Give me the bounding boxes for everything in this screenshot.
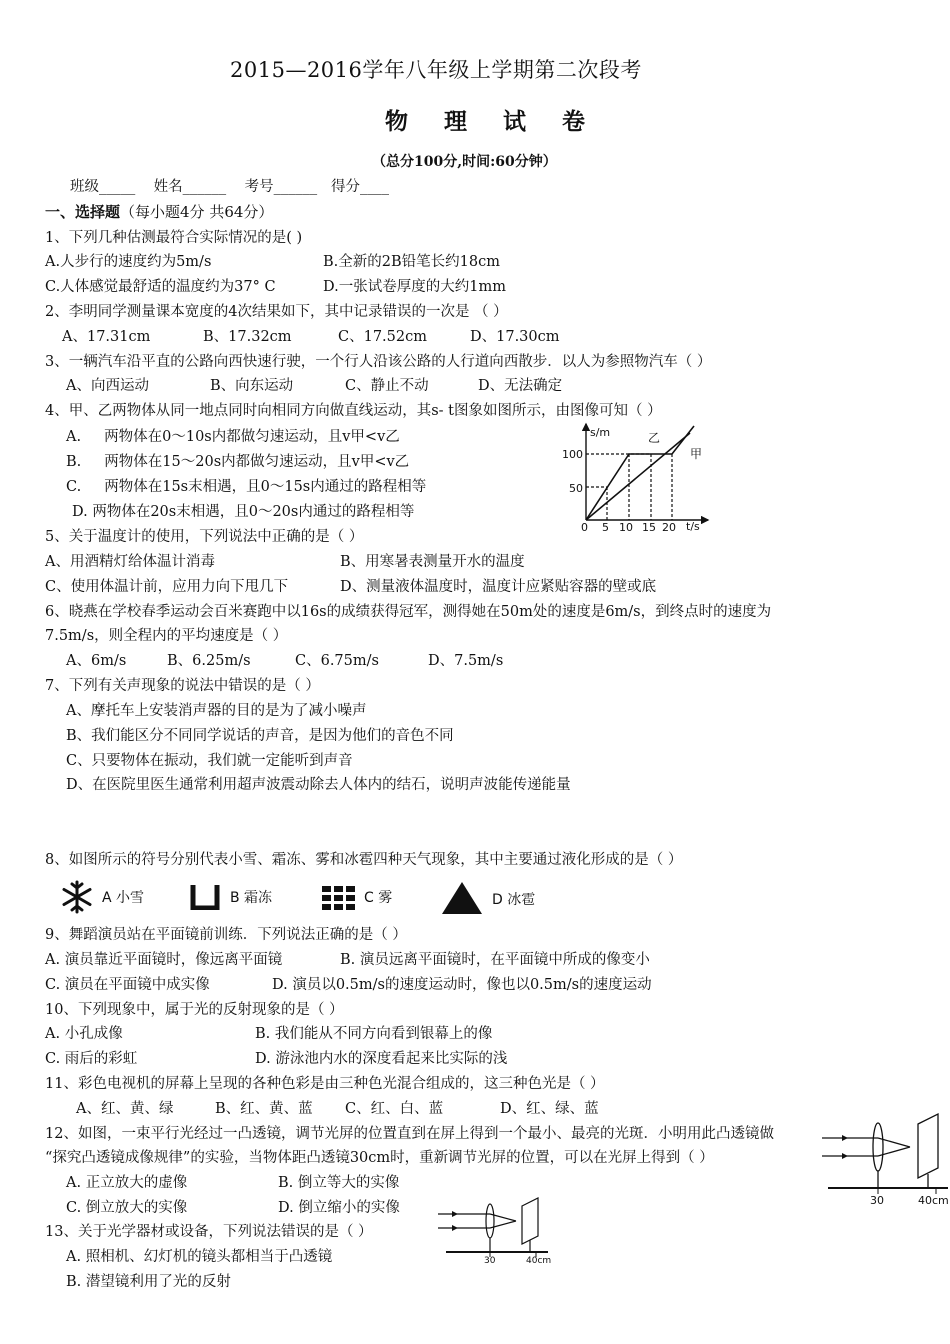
q12-option-d: D. 倒立缩小的实像 xyxy=(278,1200,400,1216)
q2-option-b: B、17.32cm xyxy=(203,329,292,345)
q7-option-b: B、我们能区分不同同学说话的声音，是因为他们的音色不同 xyxy=(66,728,454,744)
q6-option-b: B、6.25m/s xyxy=(167,653,251,669)
q2-option-d: D、17.30cm xyxy=(470,329,560,345)
label-jia: 甲 xyxy=(690,447,703,461)
q13-option-a: A. 照相机、幻灯机的镜头都相当于凸透镜 xyxy=(66,1249,333,1265)
x-axis-label: t/s xyxy=(686,520,700,533)
symbol-label-c: C 雾 xyxy=(364,890,393,906)
q6-option-c: C、6.75m/s xyxy=(295,653,379,669)
q12-option-c: C. 倒立放大的实像 xyxy=(66,1200,188,1216)
q3-option-a: A、向西运动 xyxy=(66,378,149,394)
q12-stem-2: “探究凸透镜成像规律”的实验，当物体距凸透镜30cm时，重新调节光屏的位置，可以在光屏上得到（ ） xyxy=(45,1150,714,1166)
q10-option-b: B. 我们能从不同方向看到银幕上的像 xyxy=(255,1026,493,1042)
student-fields: 班级_____ 姓名______ 考号______ 得分____ xyxy=(70,179,389,195)
q1-option-d: D.一张试卷厚度的大约1mm xyxy=(323,279,506,295)
q13-lens-figure xyxy=(428,1196,558,1264)
fog-icon xyxy=(322,886,356,910)
q9-option-d: D. 演员以0.5m/s的速度运动时，像也以0.5m/s的速度运动 xyxy=(272,977,652,993)
tick-x0: 0 xyxy=(581,521,588,534)
q2-option-a: A、17.31cm xyxy=(62,329,151,345)
q13-option-b: B. 潜望镜利用了光的反射 xyxy=(66,1274,231,1290)
label-yi: 乙 xyxy=(648,431,661,445)
q6-stem-2: 7.5m/s，则全程内的平均速度是（ ） xyxy=(45,628,288,644)
q11-option-c: C、红、白、蓝 xyxy=(345,1101,444,1117)
q4-option-a: A. 两物体在0～10s内都做匀速运动，且v甲<v乙 xyxy=(66,429,400,445)
tick-x10: 10 xyxy=(619,521,633,534)
q1-stem: 1、下列几种估测最符合实际情况的是( ) xyxy=(45,230,303,246)
q13-fig-label-30: 30 xyxy=(484,1256,496,1264)
q5-option-b: B、用寒暑表测量开水的温度 xyxy=(340,554,525,570)
q6-stem: 6、晓燕在学校春季运动会百米赛跑中以16s的成绩获得冠军，测得她在50m处的速度是6m/s，到终点时的速度为 xyxy=(45,604,772,620)
section-note: （每小题4分 共64分） xyxy=(120,203,274,221)
q1-option-b: B.全新的2B铅笔长约18cm xyxy=(323,254,500,270)
q8-stem: 8、如图所示的符号分别代表小雪、霜冻、雾和冰雹四种天气现象，其中主要通过液化形成的是（ ） xyxy=(45,852,683,868)
q4-stem: 4、甲、乙两物体从同一地点同时向相同方向做直线运动，其s- t图象如图所示，由图像可知（ ） xyxy=(45,403,662,419)
q9-option-b: B. 演员远离平面镜时，在平面镜中所成的像变小 xyxy=(340,952,650,968)
q13-fig-label-40: 40cm xyxy=(526,1256,552,1264)
q5-option-d: D、测量液体温度时，温度计应紧贴容器的壁或底 xyxy=(340,579,657,595)
hail-icon xyxy=(442,882,482,914)
symbol-label-d: D 冰雹 xyxy=(492,892,536,908)
snowflake-icon xyxy=(60,880,94,914)
section-title xyxy=(45,202,273,222)
q1-option-c: C.人体感觉最舒适的温度约为37° C xyxy=(45,279,276,295)
q11-stem: 11、彩色电视机的屏幕上呈现的各种色彩是由三种色光混合组成的，这三种色光是（ ） xyxy=(45,1076,605,1092)
q12-stem: 12、如图，一束平行光经过一凸透镜，调节光屏的位置直到在屏上得到一个最小、最亮的光斑．小明用此凸透镜做 xyxy=(45,1126,774,1142)
q9-stem: 9、舞蹈演员站在平面镜前训练．下列说法正确的是（ ） xyxy=(45,927,407,943)
frost-icon xyxy=(190,884,220,910)
tick-y50: 50 xyxy=(569,482,583,495)
q7-option-a: A、摩托车上安装消声器的目的是为了减小噪声 xyxy=(66,703,367,719)
q5-option-a: A、用酒精灯给体温计消毒 xyxy=(45,554,215,570)
q3-option-d: D、无法确定 xyxy=(478,378,563,394)
q5-option-c: C、使用体温计前，应用力向下甩几下 xyxy=(45,579,289,595)
q10-stem: 10、下列现象中，属于光的反射现象的是（ ） xyxy=(45,1002,344,1018)
q4-option-c: C. 两物体在15s末相遇，且0～15s内通过的路程相等 xyxy=(66,479,427,495)
q12-option-a: A. 正立放大的虚像 xyxy=(66,1175,188,1191)
q3-option-c: C、静止不动 xyxy=(345,378,429,394)
q7-option-c: C、只要物体在振动，我们就一定能听到声音 xyxy=(66,753,353,769)
exam-info: （总分100分,时间:60分钟） xyxy=(372,154,557,170)
q9-option-a: A. 演员靠近平面镜时，像远离平面镜 xyxy=(45,952,283,968)
q4-option-d: D. 两物体在20s末相遇，且0～20s内通过的路程相等 xyxy=(72,504,415,520)
q3-stem: 3、一辆汽车沿平直的公路向西快速行驶，一个行人沿该公路的人行道向西散步．以人为参照物汽车（ ） xyxy=(45,354,712,370)
y-axis-label: s/m xyxy=(590,426,611,439)
q3-option-b: B、向东运动 xyxy=(210,378,294,394)
tick-y100: 100 xyxy=(562,448,583,461)
q7-option-d: D、在医院里医生通常利用超声波震动除去人体内的结石，说明声波能传递能量 xyxy=(66,777,571,793)
q7-stem: 7、下列有关声现象的说法中错误的是（ ） xyxy=(45,678,320,694)
q9-option-c: C. 演员在平面镜中成实像 xyxy=(45,977,210,993)
tick-x20: 20 xyxy=(662,521,676,534)
q10-option-a: A. 小孔成像 xyxy=(45,1026,123,1042)
q2-option-c: C、17.52cm xyxy=(338,329,427,345)
q2-stem: 2、李明同学测量课本宽度的4次结果如下，其中记录错误的一次是 （ ） xyxy=(45,304,508,320)
q12-fig-label-40: 40cm xyxy=(918,1194,949,1207)
tick-x5: 5 xyxy=(602,521,609,534)
tick-x15: 15 xyxy=(642,521,656,534)
q12-fig-label-30: 30 xyxy=(870,1194,884,1207)
q11-option-d: D、红、绿、蓝 xyxy=(500,1101,599,1117)
q11-option-a: A、红、黄、绿 xyxy=(76,1101,174,1117)
st-graph xyxy=(556,418,716,536)
section-name: 一、选择题 xyxy=(45,203,121,221)
q13-stem: 13、关于光学器材或设备，下列说法错误的是（ ） xyxy=(45,1224,373,1240)
weather-symbols xyxy=(60,880,560,916)
exam-title: 2015—2016学年八年级上学期第二次段考 xyxy=(230,58,642,82)
series-jia xyxy=(586,433,690,520)
q11-option-b: B、红、黄、蓝 xyxy=(215,1101,313,1117)
q6-option-a: A、6m/s xyxy=(66,653,127,669)
q1-option-a: A.人步行的速度约为5m/s xyxy=(45,254,212,270)
q12-option-b: B. 倒立等大的实像 xyxy=(278,1175,400,1191)
q10-option-c: C. 雨后的彩虹 xyxy=(45,1051,138,1067)
q5-stem: 5、关于温度计的使用，下列说法中正确的是（ ） xyxy=(45,529,364,545)
symbol-label-a: A 小雪 xyxy=(102,890,145,906)
q6-option-d: D、7.5m/s xyxy=(428,653,504,669)
q4-option-b: B. 两物体在15～20s内都做匀速运动，且v甲<v乙 xyxy=(66,454,410,470)
q12-lens-figure xyxy=(814,1112,950,1208)
subject-title: 物 理 试 卷 xyxy=(385,108,600,135)
q10-option-d: D. 游泳池内水的深度看起来比实际的浅 xyxy=(255,1051,508,1067)
symbol-label-b: B 霜冻 xyxy=(230,890,273,906)
